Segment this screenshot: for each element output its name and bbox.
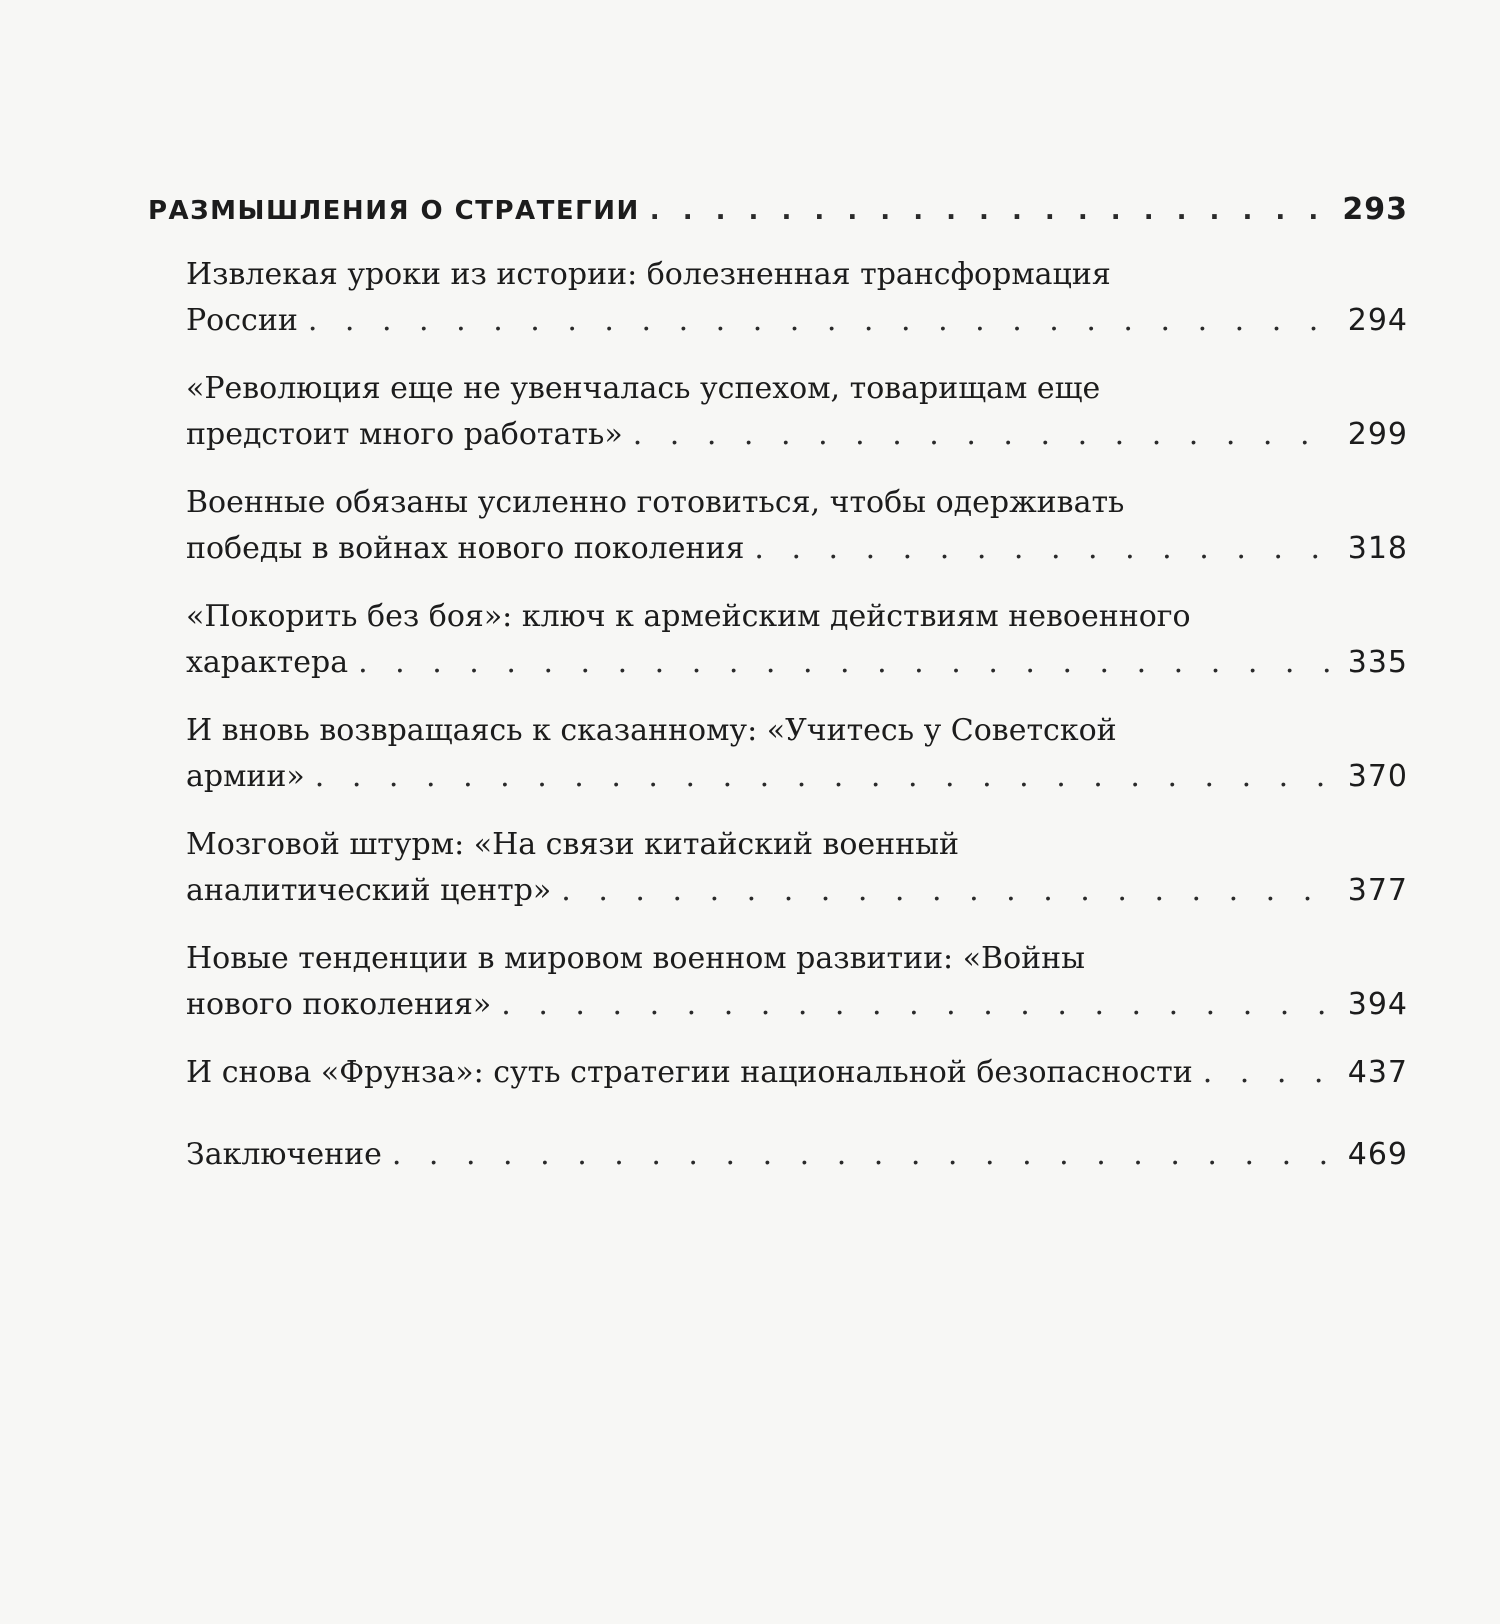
page-number: 335 xyxy=(1347,645,1408,680)
dot-leader xyxy=(561,868,1337,914)
dot-leader xyxy=(754,526,1337,572)
dot-leader xyxy=(358,640,1338,686)
entry-title-line: «Покорить без боя»: ключ к армейским действиям невоенного xyxy=(186,599,1191,634)
toc-entry[interactable] xyxy=(148,480,1408,572)
page-number: 293 xyxy=(1342,192,1408,227)
page-number: 437 xyxy=(1347,1055,1408,1090)
toc-section-heading[interactable] xyxy=(148,192,1408,232)
dot-leader xyxy=(501,982,1337,1028)
entry-title-line: нового поколения» xyxy=(186,987,492,1022)
toc-entry[interactable] xyxy=(148,594,1408,686)
show-through xyxy=(130,20,1370,46)
entry-title-line: победы в войнах нового поколения xyxy=(186,531,745,566)
entry-title-line: характера xyxy=(186,645,349,680)
entry-title-line: Мозговой штурм: «На связи китайский военный xyxy=(186,827,960,862)
page-number: 318 xyxy=(1347,531,1408,566)
entry-title-line: армии» xyxy=(186,759,305,794)
toc-entry[interactable] xyxy=(148,1050,1408,1096)
page-number: 394 xyxy=(1347,987,1408,1022)
entry-title-line: Новые тенденции в мировом военном развитии: «Войны xyxy=(186,941,1086,976)
entry-title-line: России xyxy=(186,303,298,338)
dot-leader xyxy=(650,196,1333,226)
toc-entry[interactable] xyxy=(148,1132,1408,1178)
toc-entry[interactable] xyxy=(148,708,1408,800)
entry-title-line: И снова «Фрунза»: суть стратегии национальной безопасности xyxy=(186,1055,1193,1090)
toc-entry[interactable] xyxy=(148,822,1408,914)
entry-title-line: Военные обязаны усиленно готовиться, чтобы одерживать xyxy=(186,485,1125,520)
section-title: РАЗМЫШЛЕНИЯ О СТРАТЕГИИ xyxy=(148,196,640,226)
page-number: 370 xyxy=(1347,759,1408,794)
dot-leader xyxy=(308,298,1338,344)
dot-leader xyxy=(633,412,1338,458)
toc-entry[interactable] xyxy=(148,252,1408,344)
page-number: 294 xyxy=(1347,303,1408,338)
page-number: 377 xyxy=(1347,873,1408,908)
entry-title-line: Заключение xyxy=(186,1137,382,1172)
page-number: 469 xyxy=(1347,1137,1408,1172)
entry-title-line: И вновь возвращаясь к сказанному: «Учитесь у Советской xyxy=(186,713,1117,748)
entry-title-line: аналитический центр» xyxy=(186,873,552,908)
toc-entry[interactable] xyxy=(148,936,1408,1028)
page-number: 299 xyxy=(1347,417,1408,452)
entry-title-line: «Революция еще не увенчалась успехом, товарищам еще xyxy=(186,371,1101,406)
table-of-contents xyxy=(148,192,1408,1200)
entry-title-line: Извлекая уроки из истории: болезненная трансформация xyxy=(186,257,1111,292)
entry-title-line: предстоит много работать» xyxy=(186,417,623,452)
dot-leader xyxy=(392,1132,1338,1178)
toc-entry[interactable] xyxy=(148,366,1408,458)
dot-leader xyxy=(1203,1050,1338,1096)
dot-leader xyxy=(315,754,1338,800)
